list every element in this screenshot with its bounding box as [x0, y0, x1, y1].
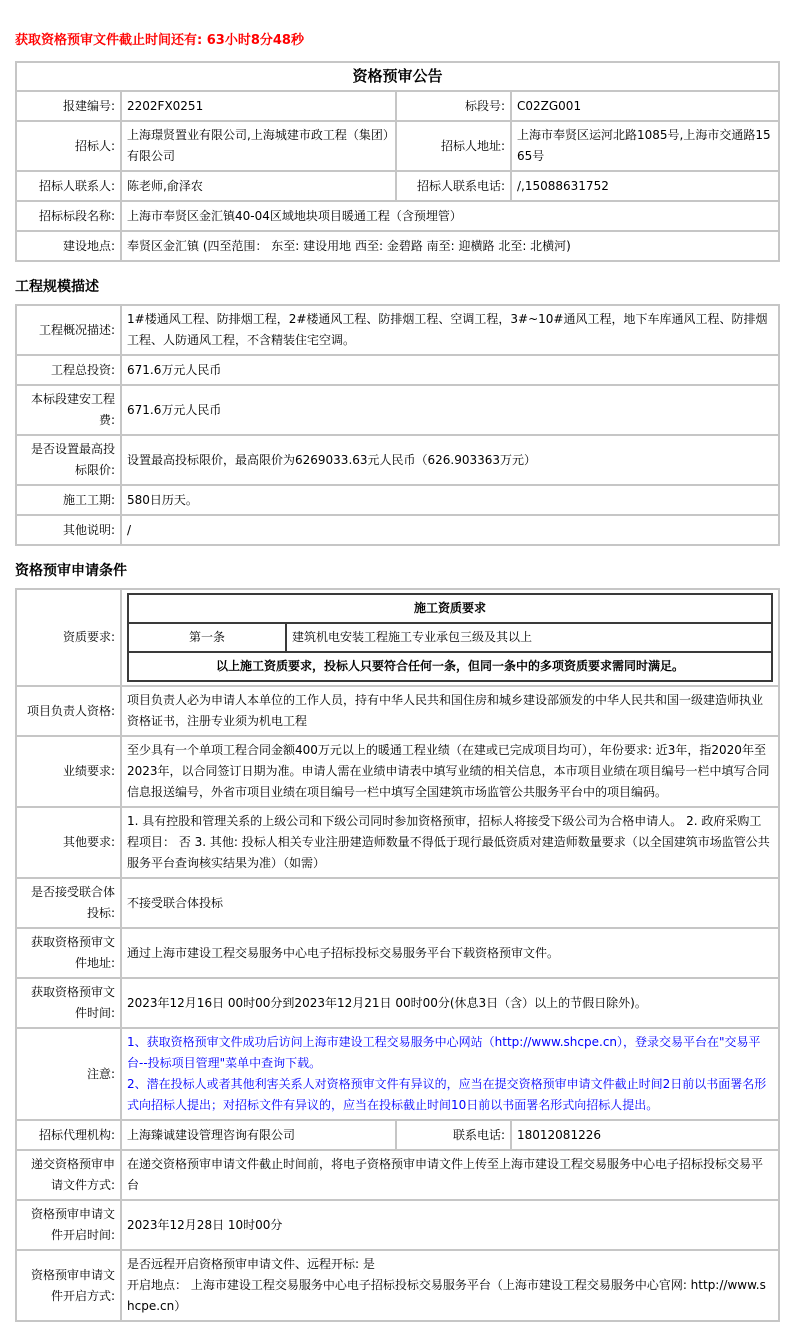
notice-line-1: 1、获取资格预审文件成功后访问上海市建设工程交易服务中心网站（http://www.shcpe.cn），登录交易平台在"交易平台--投标项目管理"菜单中查询下载。	[127, 1035, 761, 1070]
section-number-value: C02ZG001	[511, 91, 779, 121]
agency-phone-label: 联系电话:	[396, 1120, 511, 1150]
duration-label: 施工工期:	[16, 485, 121, 515]
table-row	[16, 305, 779, 355]
table-row	[16, 1250, 779, 1321]
table-row	[16, 485, 779, 515]
location-label: 建设地点:	[16, 231, 121, 261]
announcement-title-row	[16, 62, 779, 91]
other-notes-label: 其他说明:	[16, 515, 121, 545]
table-row	[16, 1120, 779, 1150]
construction-cost-value: 671.6万元人民币	[121, 385, 779, 435]
page-title: 资格预审公告	[16, 62, 779, 91]
doc-time-value: 2023年12月16日 00时00分到2023年12月21日 00时00分(休息3日（含）以上的节假日除外)。	[121, 978, 779, 1028]
tenderer-address-label: 招标人地址:	[396, 121, 511, 171]
page	[0, 33, 793, 1322]
table-row	[16, 385, 779, 435]
table-row	[16, 686, 779, 736]
table-row	[16, 435, 779, 485]
tenderer-phone-value: /,15088631752	[511, 171, 779, 201]
conditions-section-heading: 资格预审申请条件	[15, 563, 127, 579]
total-investment-value: 671.6万元人民币	[121, 355, 779, 385]
agency-phone-value: 18012081226	[511, 1120, 779, 1150]
other-notes-value: /	[121, 515, 779, 545]
tenderer-contact-value: 陈老师,俞泽农	[121, 171, 396, 201]
table-row	[16, 878, 779, 928]
price-ceiling-value: 设置最高投标限价，最高限价为6269033.63元人民币（626.903363万元）	[121, 435, 779, 485]
leader-value: 项目负责人必为申请人本单位的工作人员，持有中华人民共和国住房和城乡建设部颁发的中华人民共和国一级建造师执业资格证书，注册专业须为机电工程	[121, 686, 779, 736]
nested-header-row	[128, 594, 772, 623]
agency-value: 上海臻诚建设管理咨询有限公司	[121, 1120, 396, 1150]
announcement-table	[15, 61, 780, 262]
qualification-header: 施工资质要求	[128, 594, 772, 623]
overview-label: 工程概况描述:	[16, 305, 121, 355]
section-number-label: 标段号:	[396, 91, 511, 121]
qualification-cell	[121, 589, 779, 686]
construction-cost-label: 本标段建安工程费:	[16, 385, 121, 435]
section-name-label: 招标标段名称:	[16, 201, 121, 231]
tenderer-address-value: 上海市奉贤区运河北路1085号,上海市交通路1565号	[511, 121, 779, 171]
qualification-nested-table	[127, 593, 773, 682]
performance-label: 业绩要求:	[16, 736, 121, 807]
conditions-table	[15, 588, 780, 1322]
submit-method-value: 在递交资格预审申请文件截止时间前，将电子资格预审申请文件上传至上海市建设工程交易服务中心电子招标投标交易平台	[121, 1150, 779, 1200]
open-method-label: 资格预审申请文件开启方式:	[16, 1250, 121, 1321]
table-row	[16, 121, 779, 171]
notice-line-2: 2、潜在投标人或者其他利害关系人对资格预审文件有异议的，应当在提交资格预审申请文件截止时间2日前以书面署名形式向招标人提出；对招标文件有异议的，应当在投标截止时间10日前以书面署名形式向招标人提出。	[127, 1077, 767, 1112]
qualification-footer: 以上施工资质要求，投标人只要符合任何一条，但同一条中的多项资质要求需同时满足。	[128, 652, 772, 681]
qualification-item-no: 第一条	[128, 623, 286, 652]
qualification-label: 资质要求:	[16, 589, 121, 686]
countdown-text: 获取资格预审文件截止时间还有: 63小时8分48秒	[15, 33, 304, 48]
section-name-value: 上海市奉贤区金汇镇40-04区域地块项目暖通工程（含预埋管）	[121, 201, 779, 231]
table-row	[16, 1028, 779, 1120]
open-method-line-1: 是否远程开启资格预审申请文件、远程开标: 是	[127, 1257, 375, 1271]
table-row	[16, 515, 779, 545]
agency-label: 招标代理机构:	[16, 1120, 121, 1150]
table-row	[16, 1150, 779, 1200]
table-row	[16, 1200, 779, 1250]
table-row	[16, 355, 779, 385]
open-method-line-2: 开启地点： 上海市建设工程交易服务中心电子招标投标交易服务平台（上海市建设工程交易服务中心官网: http://www.shcpe.cn）	[127, 1278, 766, 1313]
overview-value: 1#楼通风工程、防排烟工程，2#楼通风工程、防排烟工程、空调工程，3#~10#通风工程，地下车库通风工程、防排烟工程、人防通风工程，不含精装住宅空调。	[121, 305, 779, 355]
table-row	[16, 201, 779, 231]
nested-footer-row	[128, 652, 772, 681]
performance-value: 至少具有一个单项工程合同金额400万元以上的暖通工程业绩（在建或已完成项目均可），年份要求: 近3年，指2020年至2023年，以合同签订日期为准。申请人需在业绩申请表中填写业绩的相关信息，本市项目业绩在项目编号一栏中填写合同信息报送编号，外省市项目业绩在项目编号一栏中填写全国建筑市场监管公共服务平台中的项目编码。	[121, 736, 779, 807]
scale-section-heading: 工程规模描述	[15, 279, 99, 295]
table-row	[16, 736, 779, 807]
doc-address-label: 获取资格预审文件地址:	[16, 928, 121, 978]
tenderer-phone-label: 招标人联系电话:	[396, 171, 511, 201]
nested-item-row	[128, 623, 772, 652]
consortium-label: 是否接受联合体投标:	[16, 878, 121, 928]
open-time-label: 资格预审申请文件开启时间:	[16, 1200, 121, 1250]
table-row	[16, 91, 779, 121]
bid-number-label: 报建编号:	[16, 91, 121, 121]
notice-label: 注意:	[16, 1028, 121, 1120]
submit-method-label: 递交资格预审申请文件方式:	[16, 1150, 121, 1200]
table-row	[16, 171, 779, 201]
table-row	[16, 589, 779, 686]
price-ceiling-label: 是否设置最高投标限价:	[16, 435, 121, 485]
tenderer-contact-label: 招标人联系人:	[16, 171, 121, 201]
tenderer-value: 上海璟贤置业有限公司,上海城建市政工程（集团）有限公司	[121, 121, 396, 171]
qualification-item-text: 建筑机电安装工程施工专业承包三级及其以上	[286, 623, 772, 652]
bid-number-value: 2202FX0251	[121, 91, 396, 121]
consortium-value: 不接受联合体投标	[121, 878, 779, 928]
doc-time-label: 获取资格预审文件时间:	[16, 978, 121, 1028]
table-row	[16, 231, 779, 261]
leader-label: 项目负责人资格:	[16, 686, 121, 736]
other-requirements-value: 1. 具有控股和管理关系的上级公司和下级公司同时参加资格预审，招标人将接受下级公司为合格申请人。 2. 政府采购工程项目： 否 3. 其他: 投标人相关专业注册建造师数量不得低于现行最低资质对建造师数量要求（以全国建筑市场监管公共服务平台查询核实结果为准）（如需）	[121, 807, 779, 878]
table-row	[16, 807, 779, 878]
location-value: 奉贤区金汇镇 (四至范围： 东至: 建设用地 西至: 金碧路 南至: 迎横路 北至: 北横河)	[121, 231, 779, 261]
doc-address-value: 通过上海市建设工程交易服务中心电子招标投标交易服务平台下载资格预审文件。	[121, 928, 779, 978]
open-method-cell	[121, 1250, 779, 1321]
table-row	[16, 928, 779, 978]
scale-table	[15, 304, 780, 546]
total-investment-label: 工程总投资:	[16, 355, 121, 385]
open-time-value: 2023年12月28日 10时00分	[121, 1200, 779, 1250]
table-row	[16, 978, 779, 1028]
notice-cell	[121, 1028, 779, 1120]
tenderer-label: 招标人:	[16, 121, 121, 171]
other-requirements-label: 其他要求:	[16, 807, 121, 878]
duration-value: 580日历天。	[121, 485, 779, 515]
